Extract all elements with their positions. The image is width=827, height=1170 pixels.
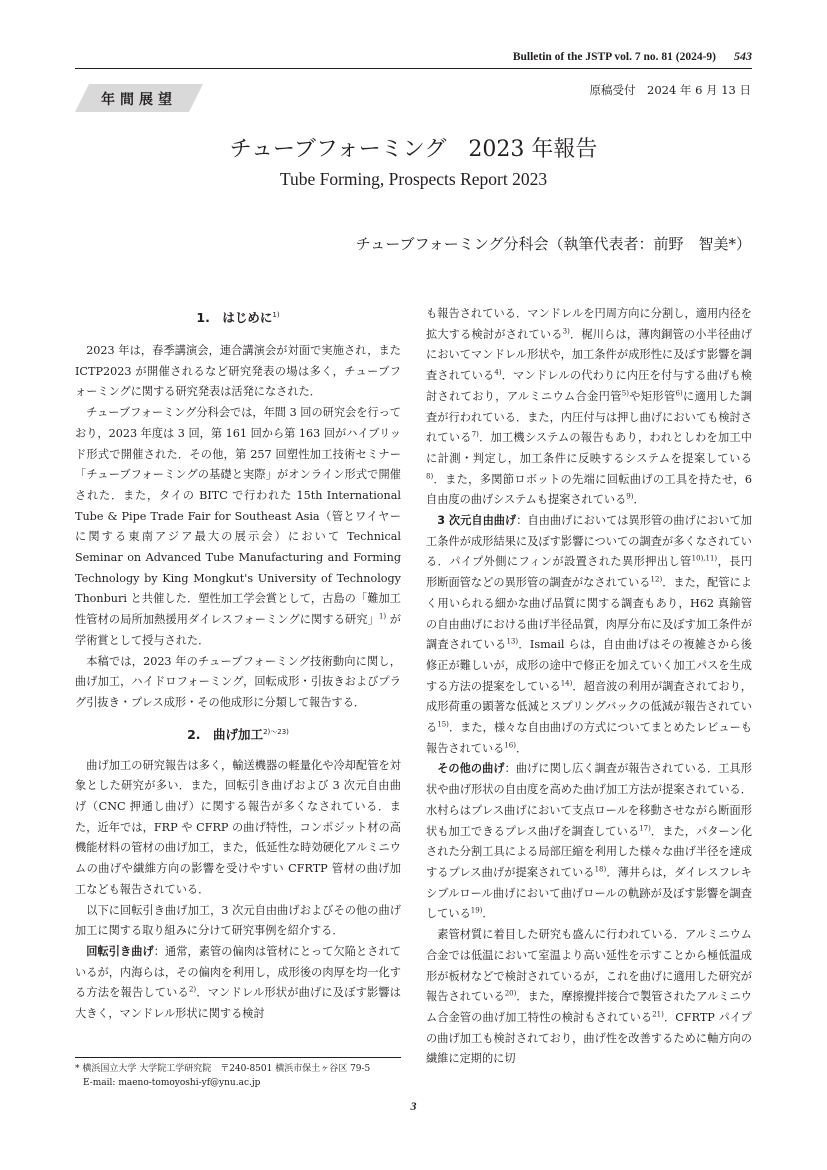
right-column (426, 304, 752, 1070)
left-column (75, 304, 401, 1025)
paragraph: チューブフォーミング分科会では，年間 3 回の研究会を行っており，2023 年度は 3 回，第 161 回から第 163 回がハイブリッド形式で開催された．その他，第 257 回塑性加工技術セミナー「チューブフォーミングの基礎と実際」がオンライン形式で開催された．また，タイの BITC で行われた 15th International Tube & Pipe Trade Fair for Southeast Asia（管とワイヤーに関する東南アジア最大の展示会）において Technical Seminar on Advanced Tube Manufacturing and Forming Technology by King Mongkut's University of Technology Thonburi と共催した．塑性加工学会賞として，古島の「難加工性管材の局所加熱援用ダイレスフォーミングに関する研究」$^{1)}$ が学術賞として授与された． (75, 406, 401, 647)
title-japanese: チューブフォーミング 2023 年報告 (229, 137, 598, 162)
paragraph: 以下に回転引き曲げ加工，3 次元自由曲げおよびその他の曲げ加工に関する取り組みに分けて研究事例を紹介する． (75, 903, 401, 938)
folio: 3 (410, 1099, 417, 1113)
header-rule (75, 68, 752, 69)
footnote (75, 1062, 405, 1090)
page-number: 543 (734, 49, 752, 63)
section-heading-bending: 2. 曲げ加工$^{2)\sim 23)}$ (187, 726, 289, 742)
running-header (513, 49, 752, 64)
paragraph: 素管材質に着目した研究も盛んに行われている．アルミニウム合金では低温において室温より高い延性を示すことから極低温成形が板材などで検討されているが，これを曲げに適用した研究が報告されている$^{20)}$．また，摩擦攪拌接合で製管されたアルミニウム合金管の曲げ加工特性の検討もされている$^{21)}$．CFRTP パイプの曲げ加工も検討されており，曲げ性を改善するために軸方向の繊維に定期的に切 (426, 928, 752, 1066)
section-tag-label: 年間展望 (101, 92, 177, 108)
footnote-rule (75, 1057, 401, 1058)
paragraph: 2023 年は，春季講演会，連合講演会が対面で実施され，またICTP2023 が開催されるなど研究発表の場は多く，チューブフォーミングに関する研究発表は活発になされた． (75, 344, 401, 399)
received-date: 原稿受付 2024 年 6 月 13 日 (589, 83, 751, 97)
paragraph: も報告されている．マンドレルを円周方向に分割し，適用内径を拡大する検討がされている$^{3)}$．梶川らは，薄肉銅管の小半径曲げにおいてマンドレル形状や，加工条件が成形性に及ぼす影響を調査されている$^{4)}$．マンドレルの代わりに内圧を付与する曲げも検討されており，アルミニウム合金円管$^{5)}$や矩形管$^{6)}$に適用した調査が行われている．また，内圧付与は押し曲げにおいても検討されている$^{7)}$．加工機システムの報告もあり，われとしわを加工中に計測・判定し，加工条件に反映するシステムを提案している$^{8)}$．また，多関節ロボットの先端に回転曲げの工具を持たせ，6 自由度の曲げシステムも提案されている$^{9)}$． (426, 307, 752, 507)
subsection-label: 3 次元自由曲げ (437, 514, 517, 528)
paragraph: 3 次元自由曲げ：自由曲げにおいては異形管の曲げにおいて加工条件が成形結果に及ぼす影響についての調査が多くなされている．パイプ外側にフィンが設置された異形押出し管$^{10),11)}$，長円形断面管などの異形管の調査がなされている$^{12)}$．また，配管によく用いられる細かな曲げ品質に関する調査もあり，H62 真鍮管の自由曲げにおける曲げ半径品質，肉厚分布に及ぼす加工条件が調査されている$^{13)}$．Ismail らは，自由曲げはその複雑さから後修正が難しいが，成形の途中で修正を加えていく加工パスを生成する方法の提案をしている$^{14)}$．超音波の利用が調査されており，成形荷重の顕著な低減とスプリングバックの低減が報告されている$^{15)}$．また，様々な自由曲げの方式についてまとめたレビューも報告されている$^{16)}$． (426, 514, 752, 755)
paragraph: 曲げ加工の研究報告は多く，輸送機器の軽量化や冷却配管を対象とした研究が多い．また，回転引き曲げおよび 3 次元自由曲げ（CNC 押通し曲げ）に関する報告が多くなされている．また，近年では，FRP や CFRP の曲げ特性，コンポジット材の高機能材料の管材の曲げ加工，また，低延性な時効硬化アルミニウムの曲げや繊維方向の影響を受けやすい CFRTP 管材の曲げ加工なども報告されている． (75, 758, 401, 896)
footnote-email: E-mail: maeno-tomoyoshi-yf@ynu.ac.jp (83, 1078, 261, 1088)
section-tag (75, 84, 203, 112)
paragraph: 回転引き曲げ：通常，素管の偏肉は管材にとって欠陥とされているが，内海らは，その偏肉を利用し，成形後の肉厚を均一化する方法を報告している$^{2)}$．マンドレル形状が曲げに及ぼす影響は大きく，マンドレル形状に関する検討 (75, 944, 401, 1021)
footnote-affiliation: * 横浜国立大学 大学院工学研究院 〒240-8501 横浜市保土ヶ谷区 79-5 (75, 1064, 371, 1074)
paragraph: その他の曲げ：曲げに関し広く調査が報告されている．工具形状や曲げ形状の自由度を高めた曲げ加工方法が提案されている．水村らはプレス曲げにおいて支点ロールを移動させながら断面形状も加工できるプレス曲げを調査している$^{17)}$．また，パターン化された分割工具による局部圧縮を利用した様々な曲げ半径を達成するプレス曲げが提案されている$^{18)}$．薄井らは，ダイレスフレキシブルロール曲げにおいて曲げロールの軌跡が及ぼす影響を調査している$^{19)}$． (426, 762, 753, 921)
paragraph: 本稿では，2023 年のチューブフォーミング技術動向に関し，曲げ加工，ハイドロフォーミング，回転成形・引抜きおよびプラグ引抜き・プレス成形・その他成形に分類して報告する． (75, 654, 401, 709)
author-line: チューブフォーミング分科会（執筆代表者：前野 智美*） (355, 235, 751, 253)
subsection-label: その他の曲げ (437, 762, 505, 776)
section-heading-intro: 1. はじめに$^{1)}$ (196, 310, 280, 325)
title-english: Tube Forming, Prospects Report 2023 (279, 169, 548, 189)
journal-name: Bulletin of the JSTP vol. 7 no. 81 (2024-9) (512, 51, 716, 63)
subsection-label: 回転引き曲げ (86, 944, 154, 958)
